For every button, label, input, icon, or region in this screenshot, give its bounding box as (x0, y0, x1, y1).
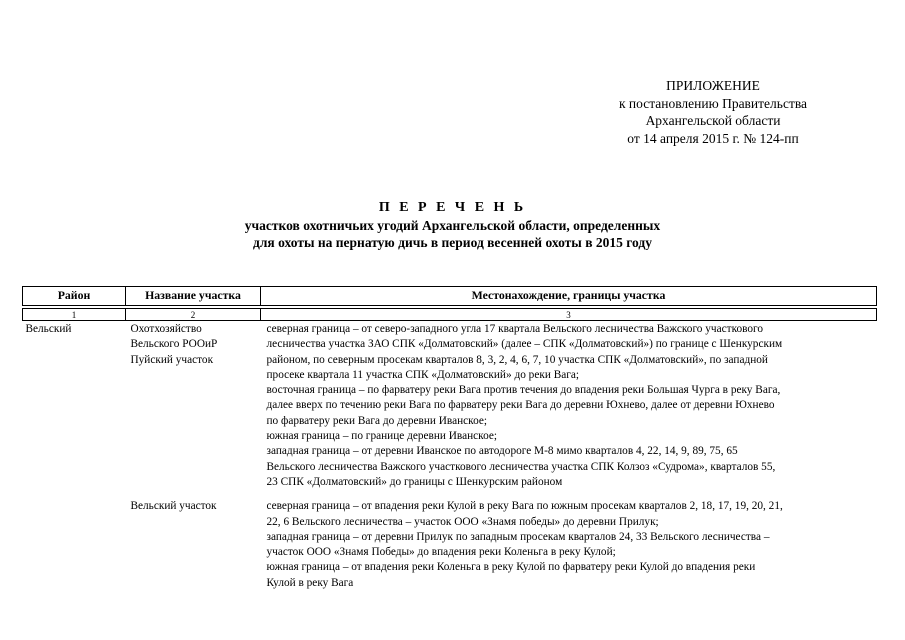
appendix-region: Архангельской области (645, 113, 781, 128)
district-cell (23, 498, 126, 591)
column-number-row (23, 309, 877, 321)
boundary-text-line: южная граница – от впадения реки Коленьга в реку Кулой по фарватеру реки Кулой до впадения реки (266, 561, 756, 574)
boundaries-cell (261, 321, 877, 499)
boundary-text-line: просеке квартала 11 участка СПК «Долматовский» до реки Вага; (266, 368, 580, 381)
column-number-3: 3 (261, 309, 877, 321)
boundary-text-line: районом, по северным просекам кварталов 8, 3, 2, 4, 6, 7, 10 участка СПК «Долматовский», по западной (266, 353, 768, 366)
area-name-line: Охотхозяйство (130, 323, 202, 335)
title-main: П Е Р Е Ч Е Н Ь (378, 200, 527, 215)
district-cell: Вельский (25, 323, 72, 335)
boundary-text-line: северная граница – от впадения реки Кулой в реку Вага по южным просекам кварталов 2, 18, 17, 19, 20, 21, (266, 500, 783, 513)
boundary-text-line: Вельского лесничества Важского участкового лесничества участка СПК Колзоз «Судрома», кварталов 55, (266, 460, 776, 473)
boundary-text-line: далее вверх по течению реки Вага по фарватеру реки Вага до деревни Юхнево, далее от деревни Юхнево (266, 399, 775, 412)
boundary-text-line: северная граница – от северо-западного угла 17 квартала Вельского лесничества Важского участкового (266, 323, 764, 335)
boundary-text-line: по фарватеру реки Вага до деревни Иванское; (266, 414, 488, 427)
appendix-date: от 14 апреля 2015 г. № 124-пп (627, 130, 799, 146)
boundary-text-line: 22, 6 Вельского лесничества – участок ООО «Знамя победы» до деревни Прилук; (266, 515, 659, 528)
boundary-text-line: 23 СПК «Долматовский» до границы с Шенкурским районом (266, 475, 563, 488)
boundary-text-line: участок ООО «Знамя Победы» до впадения реки Коленьга в реку Кулой; (266, 546, 616, 559)
area-name-line: Пуйский участок (130, 353, 214, 366)
boundaries-cell (261, 498, 877, 591)
table-row (23, 321, 877, 499)
boundary-text-line: южная граница – по границе деревни Иванское; (266, 430, 498, 443)
area-name-line: Вельского РООиР (130, 338, 218, 351)
area-name-cell (126, 498, 261, 591)
appendix-label: ПРИЛОЖЕНИЕ (666, 78, 760, 93)
boundary-text-line: западная граница – от деревни Иванское по автодороге М-8 мимо кварталов 4, 22, 14, 9, 89, 75, 65 (266, 445, 738, 458)
header-district: Район (23, 287, 126, 306)
boundary-text-line: западная граница – от деревни Прилук по западным просекам кварталов 24, 33 Вельского лесничества – (266, 530, 770, 543)
header-area-name: Название участка (126, 287, 261, 306)
document-title (0, 199, 905, 251)
hunting-areas-table (22, 286, 877, 591)
column-number-2: 2 (126, 309, 261, 321)
header-location-boundaries: Местонахождение, границы участка (261, 287, 877, 306)
appendix-resolution: к постановлению Правительства (618, 95, 808, 111)
table-row (23, 498, 877, 591)
title-subtitle-line-1: участков охотничьих угодий Архангельской области, определенных (244, 218, 661, 233)
appendix-header (583, 77, 843, 147)
title-subtitle-line-2: для охоты на пернатую дичь в период весенней охоты в 2015 году (253, 235, 652, 250)
boundary-text-line: Кулой в реку Вага (266, 576, 354, 589)
column-number-1: 1 (23, 309, 126, 321)
area-name-cell (126, 321, 261, 499)
boundary-text-line: лесничества участка ЗАО СПК «Долматовский» (далее – СПК «Долматовский») по границе с Шенкурским (266, 338, 783, 351)
area-name-line: Вельский участок (130, 500, 217, 513)
table-header-row (23, 287, 877, 306)
boundary-text-line: восточная граница – по фарватеру реки Вага против течения до впадения реки Большая Чурга в реку Вага, (266, 384, 781, 397)
